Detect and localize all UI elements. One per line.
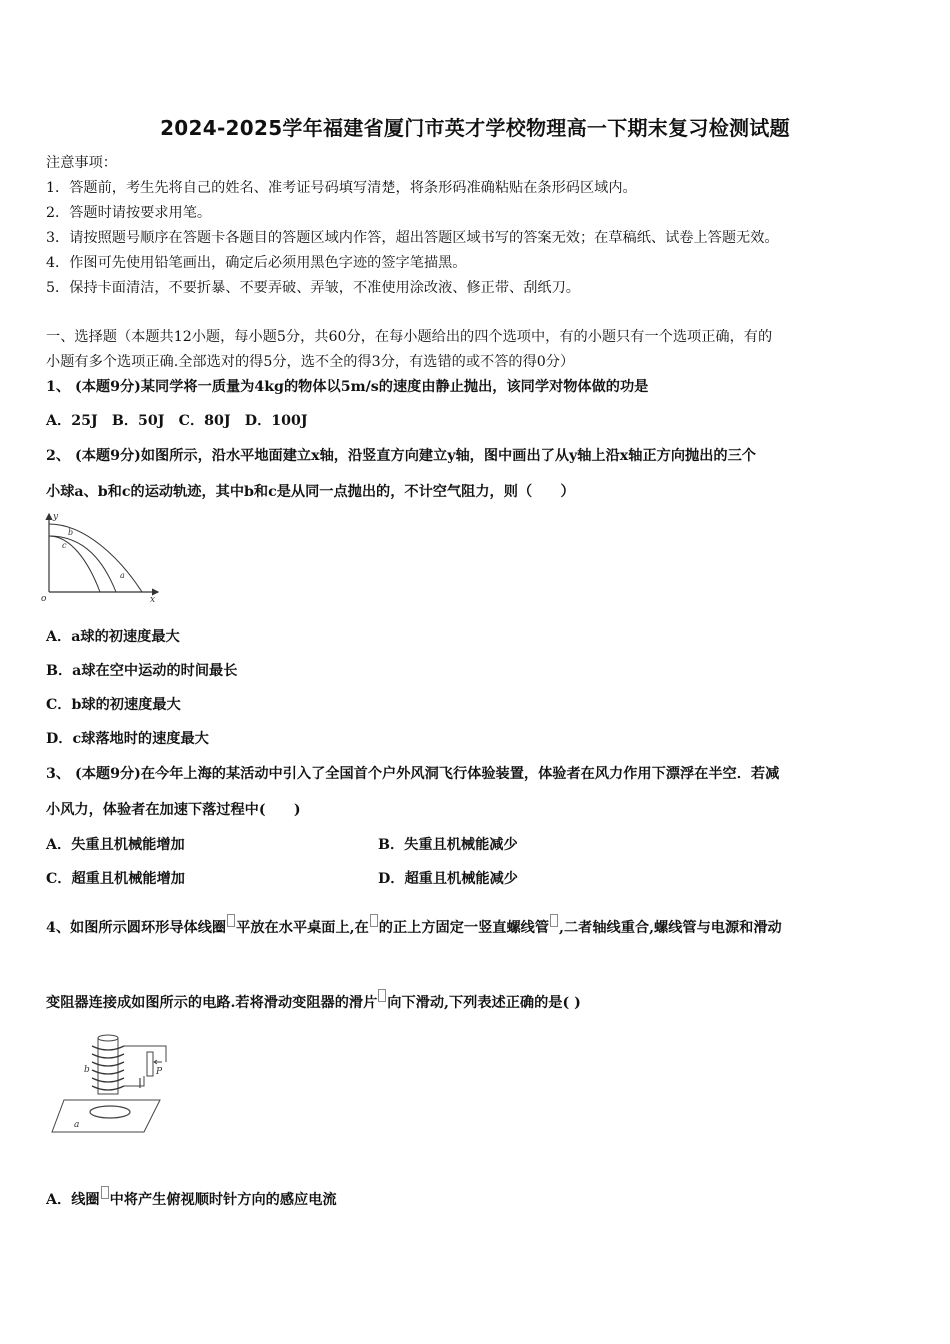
q4-option-a-text-1: A．线圈 bbox=[46, 1192, 100, 1208]
question-1-stem: 1、 (本题9分)某同学将一质量为4kg的物体以5m/s的速度由静止抛出，该同学对物体做的功是 bbox=[46, 379, 649, 395]
question-4-option-a bbox=[46, 1186, 337, 1209]
q4-text-2: 平放在水平桌面上,在 bbox=[236, 920, 369, 936]
page-title: 2024-2025学年福建省厦门市英才学校物理高一下期末复习检测试题 bbox=[160, 116, 790, 140]
question-2-option-d: D．c球落地时的速度最大 bbox=[46, 731, 209, 747]
section-heading: 一、选择题（本题共12小题，每小题5分，共60分，在每小题给出的四个选项中，有的小题只有一个选项正确，有的 bbox=[46, 329, 773, 345]
y-axis-label: y bbox=[53, 512, 59, 522]
question-3-option-a: A．失重且机械能增加 bbox=[46, 837, 185, 853]
section-heading-cont: 小题有多个选项正确.全部选对的得5分，选不全的得3分，有选错的或不答的得0分） bbox=[46, 354, 575, 370]
notice-item: 3．请按照题号顺序在答题卡各题目的答题区域内作答，超出答题区域书写的答案无效；在草稿纸、试卷上答题无效。 bbox=[46, 230, 779, 246]
missing-glyph-icon bbox=[101, 1186, 109, 1199]
question-4-stem bbox=[46, 914, 782, 937]
trajectory-figure bbox=[40, 508, 170, 604]
question-2-option-c: C．b球的初速度最大 bbox=[46, 697, 181, 713]
q4-option-a-text-2: 中将产生俯视顺时针方向的感应电流 bbox=[109, 1192, 337, 1208]
question-4-stem-cont bbox=[46, 989, 581, 1012]
q4-text-5: 变阻器连接成如图所示的电路.若将滑动变阻器的滑片 bbox=[46, 995, 378, 1011]
curve-a-label: a bbox=[120, 571, 125, 580]
curve-c-label: c bbox=[62, 541, 67, 550]
trajectory-c bbox=[49, 536, 116, 592]
curve-b-label: b bbox=[68, 528, 74, 537]
question-2-stem: 2、 (本题9分)如图所示，沿水平地面建立x轴，沿竖直方向建立y轴，图中画出了从y轴上沿x轴正方向抛出的三个 bbox=[46, 448, 756, 464]
origin-label: o bbox=[41, 594, 47, 604]
solenoid-winding bbox=[92, 1046, 124, 1090]
coil-a bbox=[90, 1106, 130, 1118]
missing-glyph-icon bbox=[378, 989, 386, 1002]
question-3-stem-cont: 小风力，体验者在加速下落过程中( ) bbox=[46, 802, 301, 818]
solenoid-top bbox=[98, 1035, 118, 1041]
slider-p bbox=[154, 1060, 162, 1064]
trajectory-b bbox=[49, 536, 100, 592]
rheostat bbox=[147, 1052, 153, 1076]
q4-text-4: ,二者轴线重合,螺线管与电源和滑动 bbox=[559, 920, 782, 936]
notice-item: 5．保持卡面清洁，不要折暴、不要弄破、弄皱，不准使用涂改液、修正带、刮纸刀。 bbox=[46, 280, 580, 296]
notice-heading: 注意事项： bbox=[46, 155, 117, 171]
missing-glyph-icon bbox=[550, 914, 558, 927]
q4-text-3: 的正上方固定一竖直螺线管 bbox=[378, 920, 550, 936]
missing-glyph-icon bbox=[227, 914, 235, 927]
circuit-wire bbox=[124, 1046, 166, 1086]
question-2-option-b: B．a球在空中运动的时间最长 bbox=[46, 663, 238, 679]
table-surface bbox=[52, 1100, 160, 1132]
x-axis-label: x bbox=[150, 595, 156, 604]
notice-item: 2．答题时请按要求用笔。 bbox=[46, 205, 212, 221]
q4-text-1: 4、如图所示圆环形导体线圈 bbox=[46, 920, 227, 936]
q4-text-6: 向下滑动,下列表述正确的是( ) bbox=[387, 995, 581, 1011]
question-2-stem-cont: 小球a、b和c的运动轨迹，其中b和c是从同一点抛出的，不计空气阻力，则（ ） bbox=[46, 484, 575, 500]
coil-label-a: a bbox=[74, 1120, 80, 1130]
solenoid-label-b: b bbox=[84, 1065, 90, 1075]
notice-item: 1．答题前，考生先将自己的姓名、准考证号码填写清楚，将条形码准确粘贴在条形码区域内。 bbox=[46, 180, 637, 196]
notice-item: 4．作图可先使用铅笔画出，确定后必须用黑色字迹的签字笔描黑。 bbox=[46, 255, 467, 271]
question-1-options: A．25J B．50J C．80J D．100J bbox=[46, 413, 308, 429]
missing-glyph-icon bbox=[370, 914, 378, 927]
question-3-option-d: D．超重且机械能减少 bbox=[378, 871, 518, 887]
slider-label-p: P bbox=[156, 1067, 163, 1077]
solenoid-figure bbox=[48, 1032, 168, 1136]
question-3-option-c: C．超重且机械能增加 bbox=[46, 871, 185, 887]
question-3-option-b: B．失重且机械能减少 bbox=[378, 837, 518, 853]
question-2-option-a: A．a球的初速度最大 bbox=[46, 629, 180, 645]
question-3-stem: 3、 (本题9分)在今年上海的某活动中引入了全国首个户外风洞飞行体验装置，体验者在风力作用下漂浮在半空．若减 bbox=[46, 766, 780, 782]
